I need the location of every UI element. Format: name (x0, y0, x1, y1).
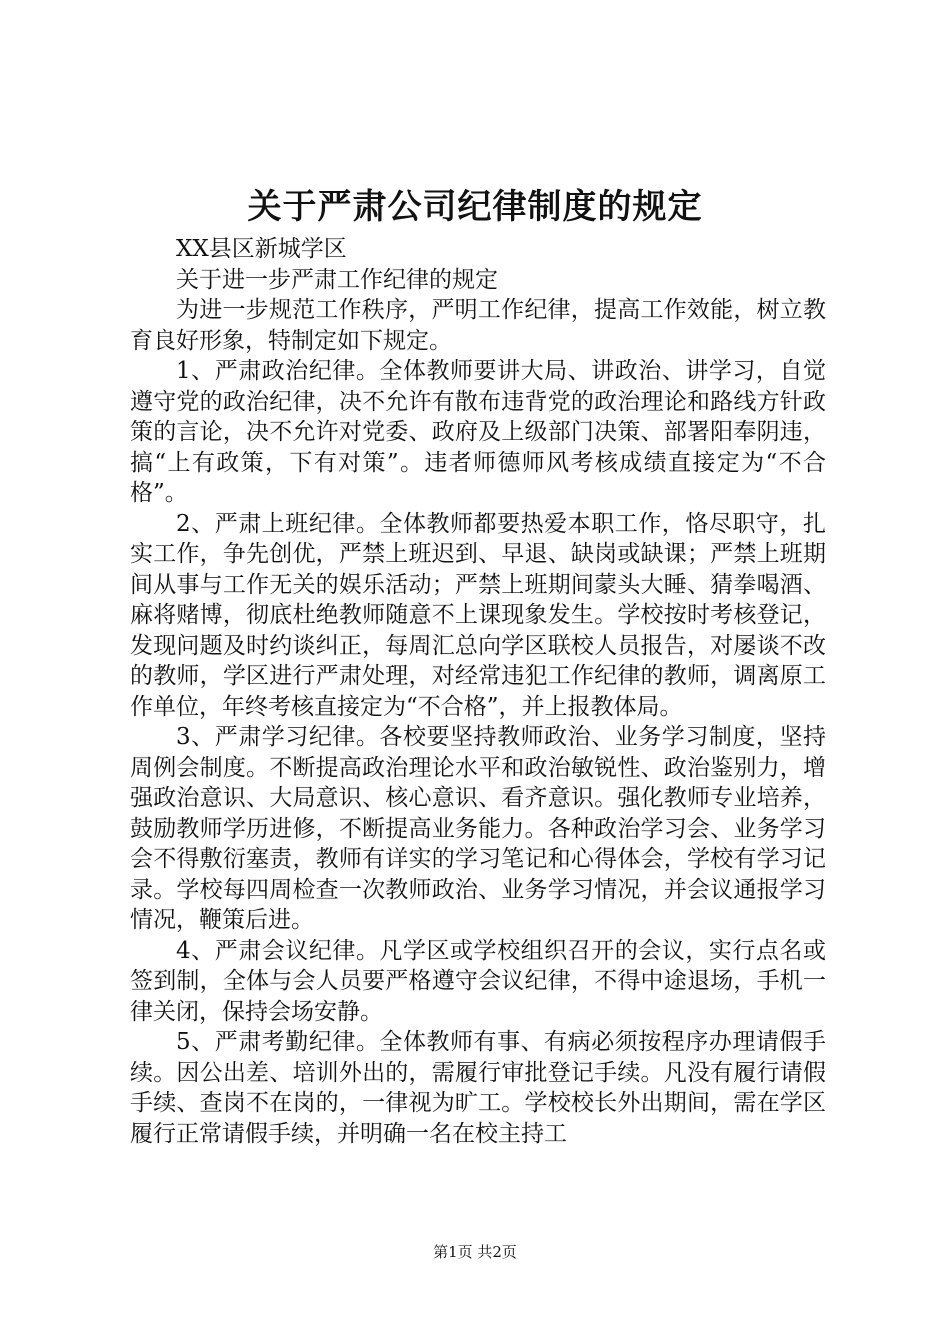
paragraph-attendance-discipline: 5、严肃考勤纪律。全体教师有事、有病必须按程序办理请假手续。因公出差、培训外出的，需履行审批登记手续。凡没有履行请假手续、查岗不在岗的，一律视为旷工。学校校长外出期间，需在学区履行正常请假手续，并明确一名在校主持工 (130, 1029, 826, 1147)
paragraph-intro: 为进一步规范工作秩序，严明工作纪律，提高工作效能，树立教育良好形象，特制定如下规定。 (130, 297, 826, 354)
paragraph-work-discipline: 2、严肃上班纪律。全体教师都要热爱本职工作，恪尽职守，扎实工作，争先创优，严禁上班迟到、早退、缺岗或缺课；严禁上班期间从事与工作无关的娱乐活动；严禁上班期间蒙头大睡、猜拳喝酒、麻将赌博，彻底杜绝教师随意不上课现象发生。学校按时考核登记，发现问题及时约谈纠正，每周汇总向学区联校人员报告，对屡谈不改的教师，学区进行严肃处理，对经常违犯工作纪律的教师，调离原工作单位，年终考核直接定为“不合格”，并上报教体局。 (130, 510, 826, 720)
paragraph-meeting-discipline: 4、严肃会议纪律。凡学区或学校组织召开的会议，实行点名或签到制，全体与会人员要严格遵守会议纪律，不得中途退场，手机一律关闭，保持会场安静。 (130, 937, 826, 1025)
page-footer: 第1页 共2页 (433, 1243, 517, 1261)
paragraph-subtitle: 关于进一步严肃工作纪律的规定 (176, 266, 498, 293)
paragraph-political-discipline: 1、严肃政治纪律。全体教师要讲大局、讲政治、讲学习，自觉遵守党的政治纪律，决不允许有散布违背党的政治理论和路线方针政策的言论，决不允许对党委、政府及上级部门决策、部署阳奉阴违，搞“上有政策，下有对策”。违者师德师风考核成绩直接定为“不合格”。 (130, 358, 826, 506)
document-body (130, 234, 826, 1149)
paragraph-study-discipline: 3、严肃学习纪律。各校要坚持教师政治、业务学习制度，坚持周例会制度。不断提高政治理论水平和政治敏锐性、政治鉴别力，增强政治意识、大局意识、核心意识、看齐意识。强化教师专业培养，鼓励教师学历进修，不断提高业务能力。各种政治学习会、业务学习会不得敷衍塞责，教师有详实的学习笔记和心得体会，学校有学习记录。学校每四周检查一次教师政治、业务学习情况，并会议通报学习情况，鞭策后进。 (130, 724, 826, 933)
paragraph-organization: XX县区新城学区 (176, 236, 347, 262)
document-title: 关于严肃公司纪律制度的规定 (247, 187, 703, 227)
